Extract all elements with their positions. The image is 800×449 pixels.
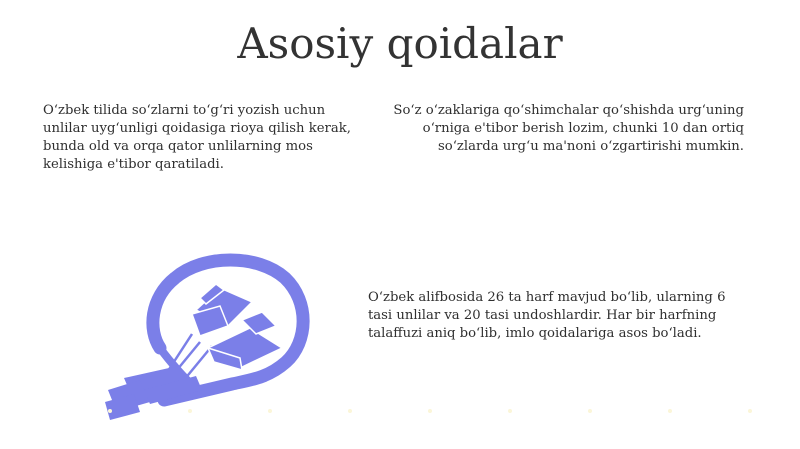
lightbulb-book-icon bbox=[100, 250, 312, 425]
decorative-dots bbox=[0, 408, 800, 414]
paragraph-alphabet: O‘zbek alifbosida 26 ta harf mavjud bo‘lib, ularning 6 tasi unlilar va 20 tasi undoshlardir. Har bir harfning talaffuzi aniq bo‘lib, imlo qoidalariga asos bo‘ladi. bbox=[368, 290, 726, 341]
slide-title: Asosiy qoidalar bbox=[237, 19, 563, 68]
paragraph-suffix-stress: So‘z o‘zaklariga qo‘shimchalar qo‘shishda urg‘uning o‘rniga e'tibor berish lozim, chunki 10 dan ortiq so‘zlarda urg‘u ma'noni o‘zgartirishi mumkin. bbox=[393, 103, 744, 154]
paragraph-vowel-harmony: O‘zbek tilida so‘zlarni to‘g‘ri yozish uchun unlilar uyg‘unligi qoidasiga rioya qilish kerak, bunda old va orqa qator unlilarning mos kelishiga e'tibor qaratiladi. bbox=[43, 103, 351, 172]
